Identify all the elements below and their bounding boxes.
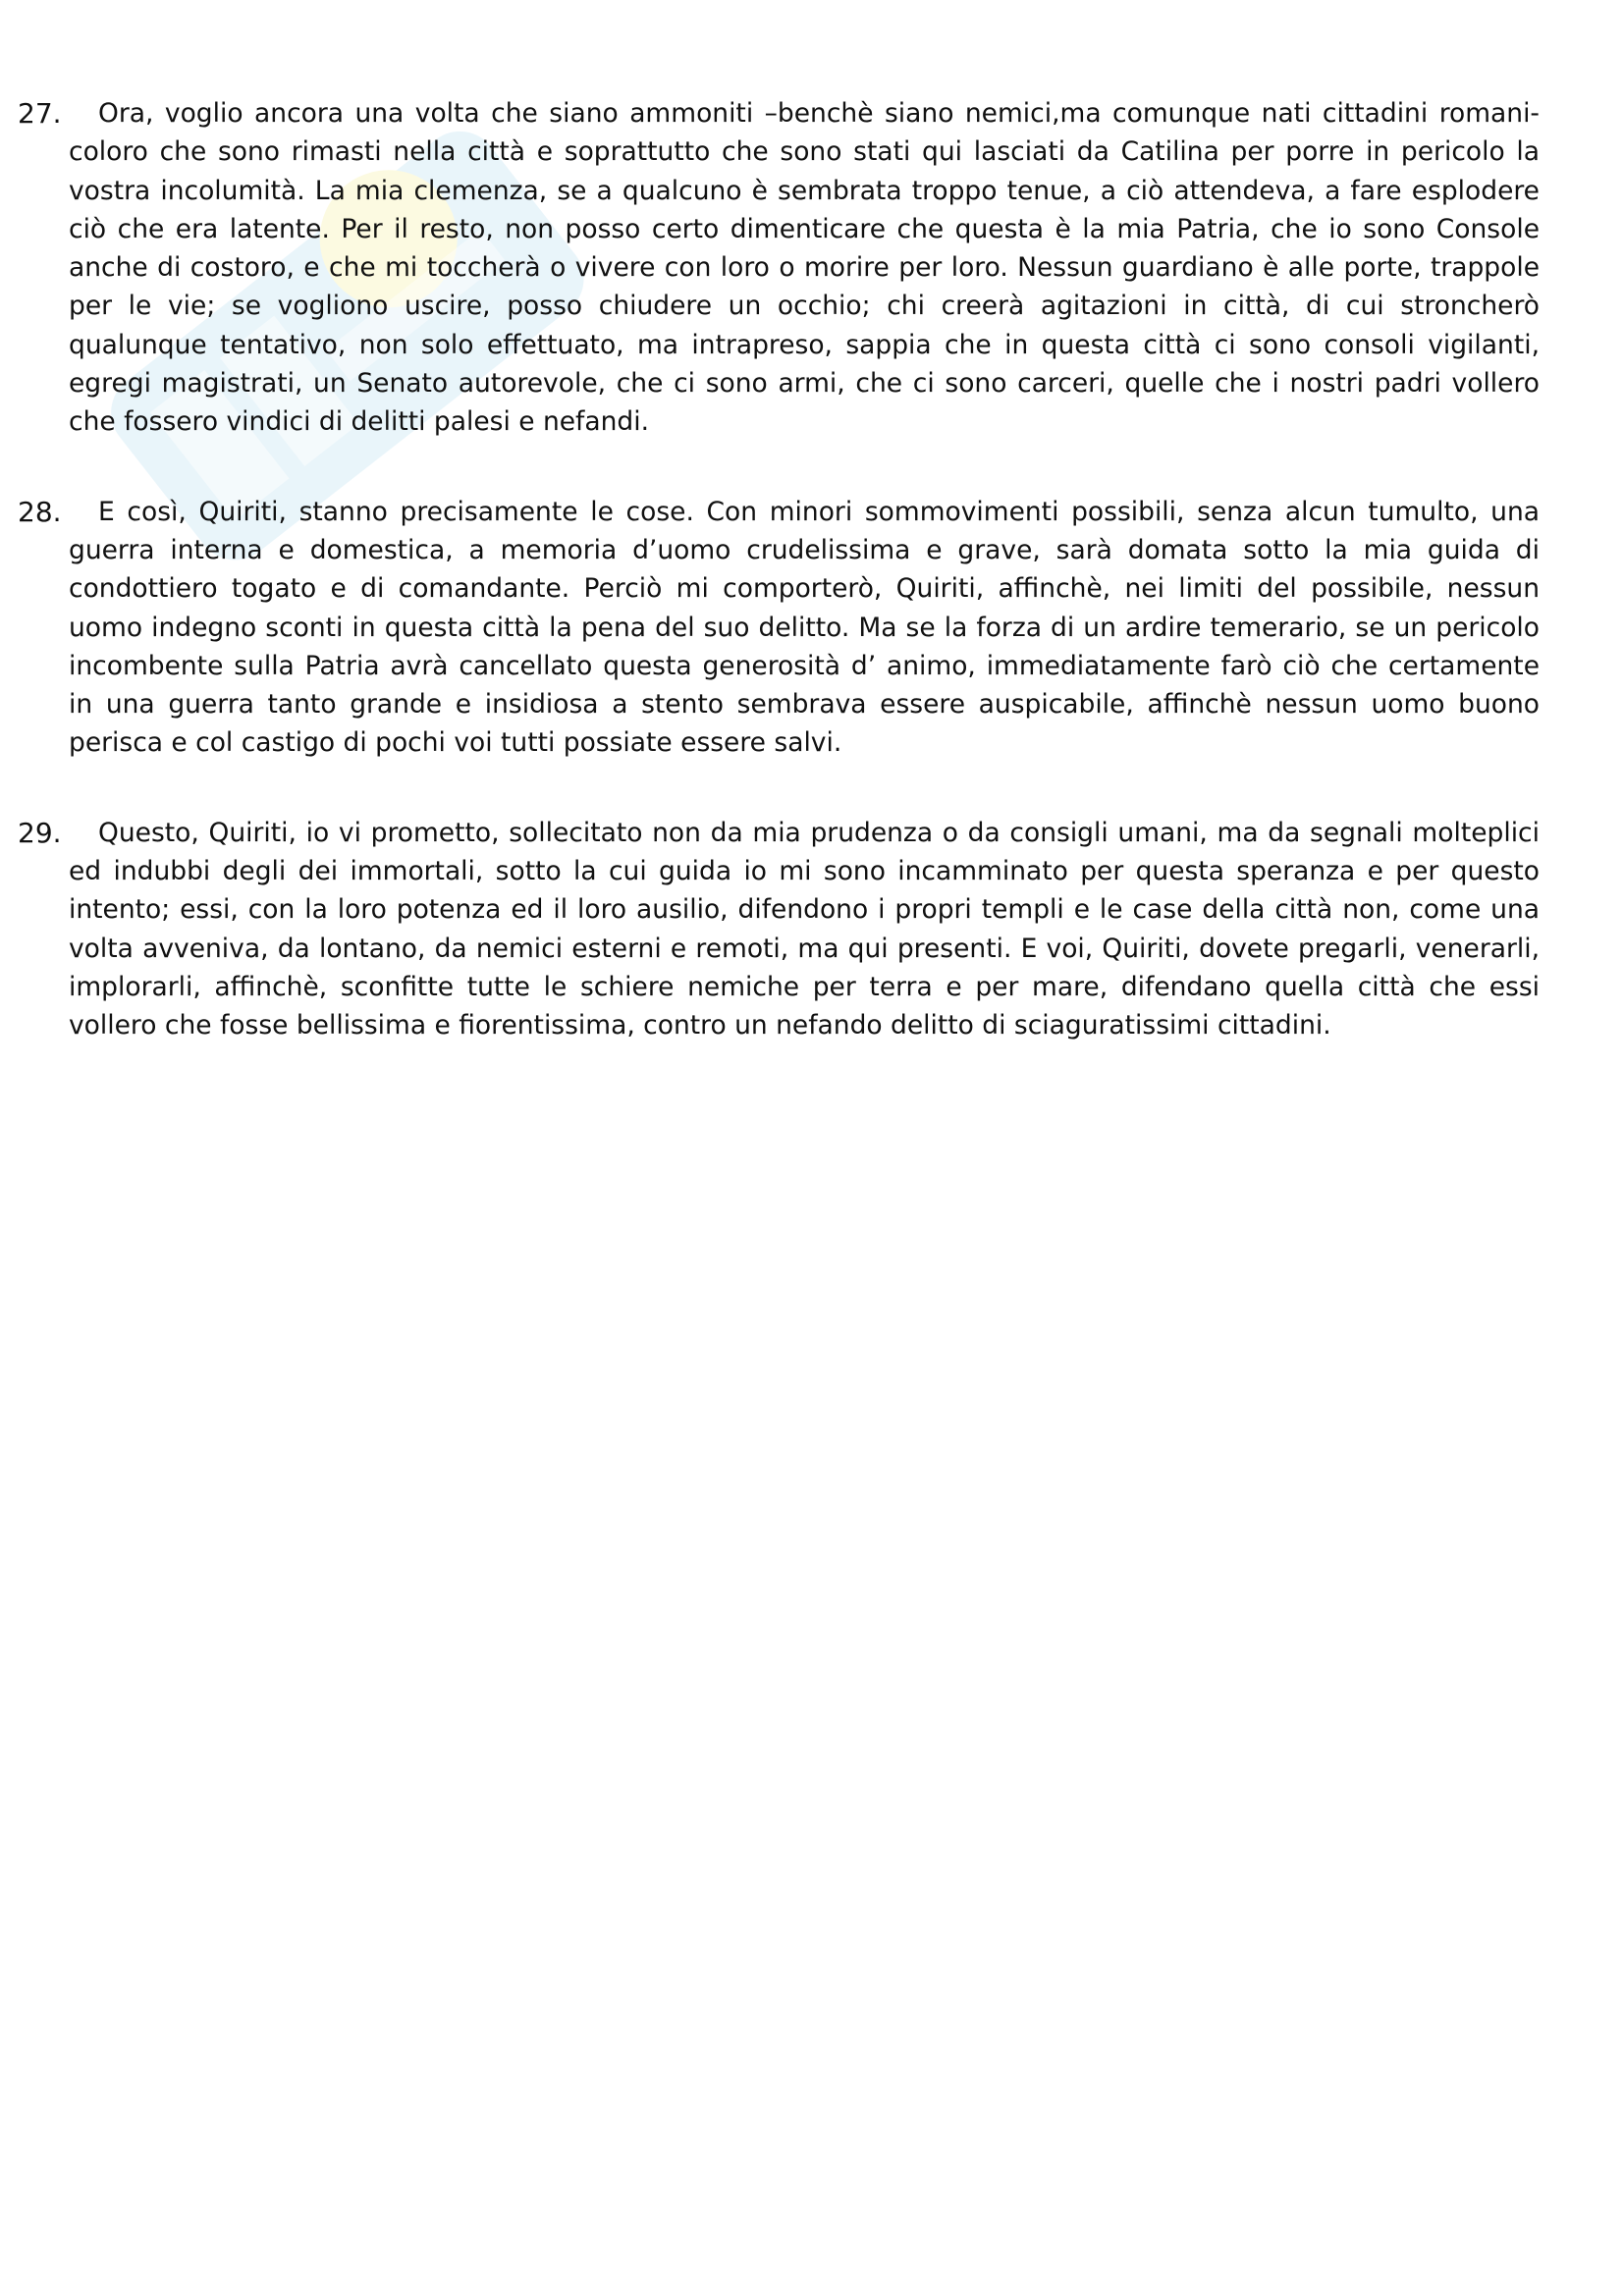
paragraph-29 [18,814,1540,1045]
paragraph-text: Ora, voglio ancora una volta che siano ammoniti –benchè siano nemici,ma comunque nati cittadini romani- coloro che sono rimasti nella città e soprattutto che sono stati qui lasciati da Catilina per porre in pericolo la vostra incolumità. La mia clemenza, se a qualcuno è sembrata troppo tenue, a ciò attendeva, a fare esplodere ciò che era latente. Per il resto, non posso certo dimenticare che questa è la mia Patria, che io sono Console anche di costoro, e che mi toccherà o vivere con loro o morire per loro. Nessun guardiano è alle porte, trappole per le vie; se vogliono uscire, posso chiudere un occhio; chi creerà agitazioni in città, di cui stroncherò qualunque tentativo, non solo effettuato, ma intrapreso, sappia che in questa città ci sono consoli vigilanti, egregi magistrati, un Senato autorevole, che ci sono armi, che ci sono carceri, quelle che i nostri padri vollero che fossero vindici di delitti palesi e nefandi. [69,98,1540,438]
document-body [18,94,1540,1045]
paragraph-28 [18,493,1540,763]
paragraph-number: 29. [18,816,62,849]
paragraph-number: 27. [18,97,62,130]
paragraph-text: Questo, Quiriti, io vi prometto, sollecitato non da mia prudenza o da consigli umani, ma da segnali molteplici ed indubbi degli dei immortali, sotto la cui guida io mi sono incamminato per questa speranza e per questo intento; essi, con la loro potenza ed il loro ausilio, difendono i propri templi e le case della città non, come una volta avveniva, da lontano, da nemici esterni e remoti, ma qui presenti. E voi, Quiriti, dovete pregarli, venerarli, implorarli, affinchè, sconfitte tutte le schiere nemiche per terra e per mare, difendano quella città che essi vollero che fosse bellissima e fiorentissima, contro un nefando delitto di sciaguratissimi cittadini. [69,817,1540,1041]
paragraph-text: E così, Quiriti, stanno precisamente le cose. Con minori sommovimenti possibili, senza alcun tumulto, una guerra interna e domestica, a memoria d’uomo crudelissima e grave, sarà domata sotto la mia guida di condottiero togato e di comandante. Perciò mi comporterò, Quiriti, affinchè, nei limiti del possibile, nessun uomo indegno sconti in questa città la pena del suo delitto. Ma se la forza di un ardire temerario, se un pericolo incombente sulla Patria avrà cancellato questa generosità d’ animo, immediatamente farò ciò che certamente in una guerra tanto grande e insidiosa a stento sembrava essere auspicabile, affinchè nessun uomo buono perisca e col castigo di pochi voi tutti possiate essere salvi. [69,496,1540,759]
paragraph-27 [18,94,1540,442]
paragraph-number: 28. [18,495,62,528]
